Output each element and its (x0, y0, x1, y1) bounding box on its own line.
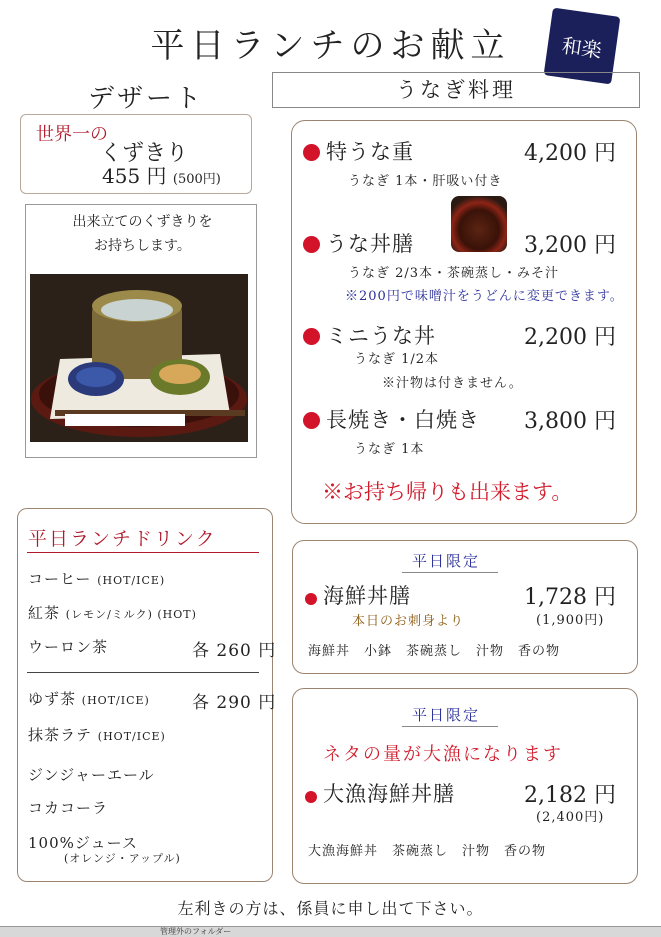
kaisen-name-row (305, 580, 411, 610)
drink-item (28, 688, 150, 709)
kaisen-price-note: (1,900円) (536, 613, 605, 628)
tairyo-price-note: (2,400円) (536, 810, 605, 825)
drink-item (28, 636, 108, 657)
dessert-description (40, 210, 245, 258)
unadon-photo (451, 196, 507, 252)
dessert-name: くずきり (100, 141, 189, 166)
unagi-item-1 (303, 136, 414, 166)
drink-name: 紅茶 (28, 604, 61, 622)
dessert-price-note: (500円) (172, 172, 221, 187)
drink-option: (オレンジ・アップル) (64, 852, 181, 865)
red-dot-icon (303, 236, 320, 253)
red-dot-icon (305, 593, 317, 605)
unagi-item-sub: うなぎ 1本・肝吸い付き (348, 174, 503, 189)
dessert-desc-line2: お持ちします。 (94, 238, 191, 254)
unagi-item-price: 2,200 円 (524, 325, 616, 350)
red-dot-icon (303, 328, 320, 345)
red-dot-icon (303, 412, 320, 429)
unagi-item-sub: うなぎ 1/2本 (354, 352, 440, 367)
drink-divider (27, 672, 259, 673)
drink-option: (HOT/ICE) (81, 694, 150, 707)
unagi-item-name: うな丼膳 (326, 232, 414, 256)
drink-name: コカコーラ (28, 799, 109, 817)
unagi-item-name: 長焼き・白焼き (326, 408, 480, 432)
taskbar-label[interactable]: 管理外のフォルダー (160, 927, 232, 936)
unagi-heading: うなぎ料理 (272, 72, 640, 108)
kaisen-badge-rule (402, 572, 498, 573)
tairyo-badge: 平日限定 (412, 706, 481, 724)
red-dot-icon (303, 144, 320, 161)
red-dot-icon (305, 791, 317, 803)
unagi-item-sub: うなぎ 1本 (354, 442, 425, 457)
tairyo-items: 大漁海鮮丼 茶碗蒸し 汁物 香の物 (308, 844, 547, 859)
drink-name: 抹茶ラテ (28, 726, 93, 744)
tairyo-badge-rule (402, 726, 498, 727)
drink-group1-price: 各 260 円 (192, 641, 277, 661)
tairyo-catch: ネタの量が大漁になります (323, 744, 563, 765)
unagi-item-note: ※汁物は付きません。 (382, 376, 523, 391)
kaisen-sub: 本日のお刺身より (352, 614, 465, 629)
drink-item (28, 764, 155, 785)
dessert-heading: デザート (88, 84, 205, 114)
dessert-desc-line1: 出来立てのくずきりを (72, 214, 213, 230)
menu-title: 平日ランチのお献立 (150, 26, 511, 66)
kaisen-badge: 平日限定 (412, 552, 481, 570)
drink-heading-rule (27, 552, 259, 553)
drink-name: ゆず茶 (28, 690, 77, 708)
drink-name: コーヒー (28, 570, 92, 588)
drink-name: ウーロン茶 (28, 638, 109, 656)
drink-item (28, 602, 197, 623)
drink-option: (HOT/ICE) (97, 574, 166, 587)
kaisen-items: 海鮮丼 小鉢 茶碗蒸し 汁物 香の物 (308, 644, 561, 659)
dessert-price: 455 円 (102, 164, 167, 188)
kaisen-name: 海鮮丼膳 (323, 584, 411, 608)
tairyo-price: 2,182 円 (524, 783, 616, 808)
tairyo-name-row (305, 778, 455, 808)
drink-option: (HOT/ICE) (97, 730, 166, 743)
logo-text: 和楽 (560, 32, 604, 63)
drink-heading: 平日ランチドリンク (28, 528, 217, 550)
unagi-item-name: ミニうな丼 (326, 324, 436, 348)
dessert-price-row (102, 160, 221, 189)
unagi-item-note: ※200円で味噌汁をうどんに変更できます。 (345, 289, 624, 304)
unagi-item-2 (303, 228, 414, 258)
unagi-item-3 (303, 320, 436, 350)
unagi-item-price: 3,200 円 (524, 233, 616, 258)
unagi-item-price: 4,200 円 (524, 141, 616, 166)
dessert-tag: 世界一の (36, 124, 108, 145)
unagi-item-price: 3,800 円 (524, 409, 616, 434)
unagi-item-4 (303, 404, 480, 434)
drink-name: 100%ジュース (28, 834, 138, 852)
drink-group2-price: 各 290 円 (192, 693, 277, 713)
drink-name: ジンジャーエール (28, 766, 155, 784)
footer-note: 左利きの方は、係員に申し出て下さい。 (177, 899, 484, 918)
tairyo-name: 大漁海鮮丼膳 (323, 782, 455, 806)
unagi-item-sub: うなぎ 2/3本・茶碗蒸し・みそ汁 (348, 266, 560, 281)
kuzukiri-photo (30, 274, 248, 442)
kaisen-price: 1,728 円 (524, 585, 616, 610)
drink-item (28, 724, 166, 745)
takeout-note: ※お持ち帰りも出来ます。 (322, 480, 573, 504)
drink-item (28, 797, 108, 818)
unagi-item-name: 特うな重 (326, 140, 414, 164)
drink-item (28, 568, 165, 589)
taskbar (0, 926, 661, 937)
drink-option: (レモン/ミルク) (HOT) (65, 608, 197, 621)
